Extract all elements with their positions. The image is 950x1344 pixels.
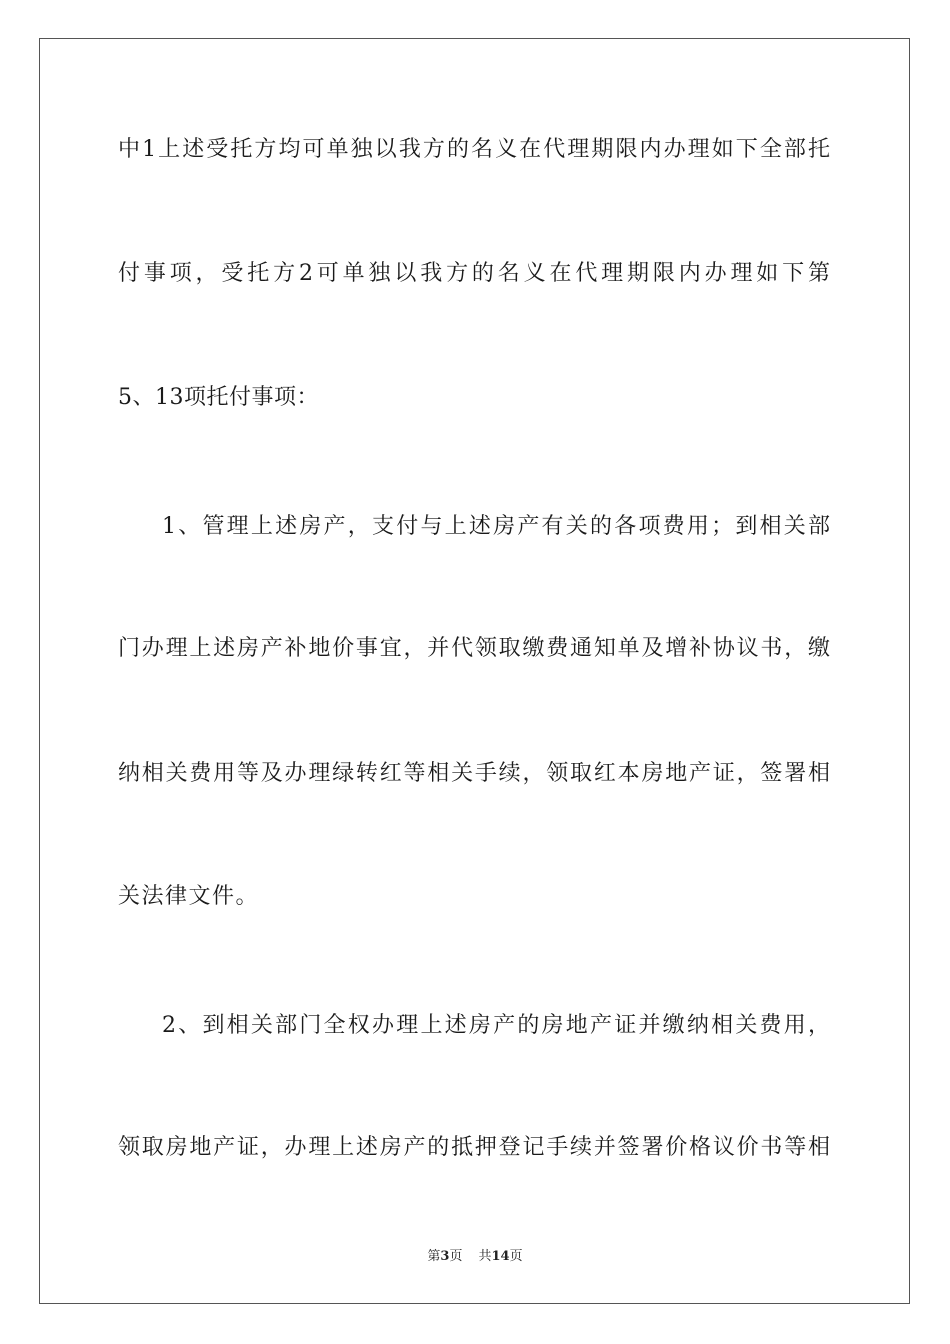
text-line-3: 5、13项托付事项： [118,385,319,410]
footer-total-prefix: 共 [478,1249,492,1264]
text-line-1: 中1上述受托方均可单独以我方的名义在代理期限内办理如下全部托 [118,137,830,162]
text-line-8: 2、到相关部门全权办理上述房产的房地产证并缴纳相关费用， [162,1013,830,1038]
page-footer [0,1248,950,1266]
page-border [39,38,910,1304]
text-line-5: 门办理上述房产补地价事宜，并代领取缴费通知单及增补协议书，缴 [118,636,830,661]
text-line-7: 关法律文件。 [118,884,260,909]
text-line-4: 1、管理上述房产，支付与上述房产有关的各项费用；到相关部 [162,514,830,539]
footer-total-suffix: 页 [509,1249,523,1264]
footer-page-prefix: 第 [427,1249,441,1264]
footer-page-number: 3 [440,1249,450,1264]
text-line-6: 纳相关费用等及办理绿转红等相关手续，领取红本房地产证，签署相 [118,761,830,786]
text-line-2: 付事项，受托方2可单独以我方的名义在代理期限内办理如下第 [118,261,830,286]
text-line-9: 领取房地产证，办理上述房产的抵押登记手续并签署价格议价书等相 [118,1135,830,1160]
footer-total-pages: 14 [491,1249,510,1264]
footer-page-suffix: 页 [449,1249,463,1264]
